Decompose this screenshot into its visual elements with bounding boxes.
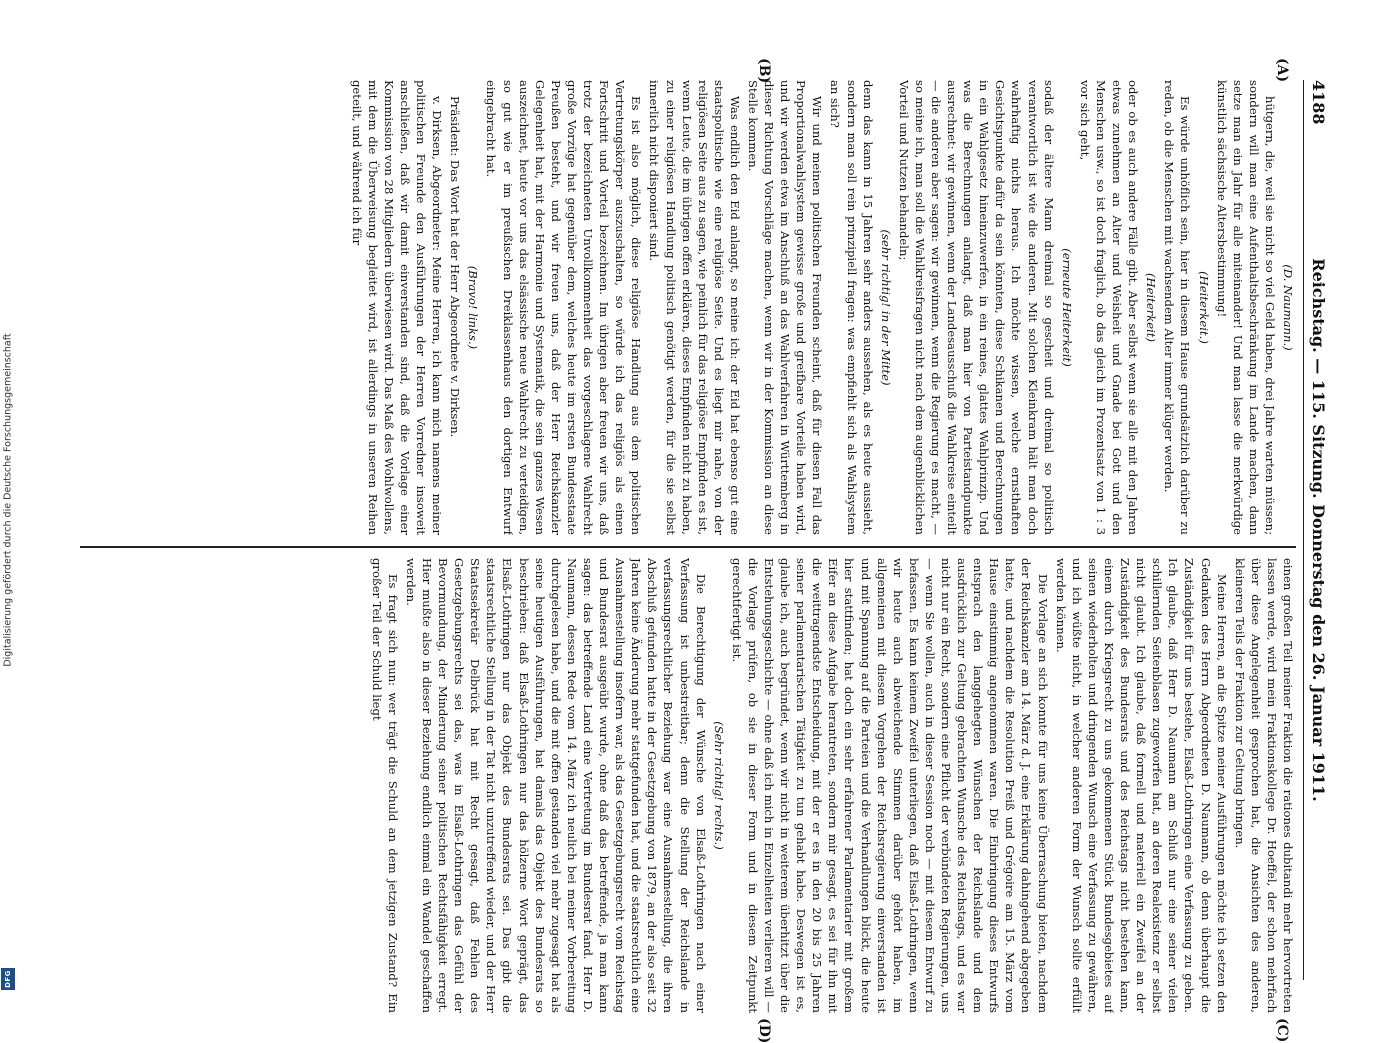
paragraph: Es würde unhöflich sein, hier in diesem Hause grundsätzlich darüber zu reden, ob die Menschen mit wachsendem Alter immer klüger werden. — [1162, 80, 1193, 535]
scanned-page — [70, 10, 1332, 1043]
paragraph: Die Vorlage an sich konnte für uns keine Überraschung bieten, nachdem der Reichskanzler am 14. März d. J. eine Erklärung dahingehend abgegeben hatte, und nachdem die Resolution Preiß und Grégoire am 15. März vom Hause einstimmig angenommen waren. Die Einbringung dieses Entwurfs entsprach den langgehegten Wünschen der Reichslande und dem ausdrücklich zur Geltung gebrachten Wunsche des Reichstags, und es war nicht nur ein Recht, sondern eine Pflicht der verbündeten Regierungen, uns — wenn Sie wollen, auch in dieser Session noch — mit diesem Entwurf zu befassen. Es kann keinem Zweifel unterliegen, daß Elsaß-Lothringen, wenn wir heute auch abweichende Stimmen darüber gehört haben, im allgemeinen mit diesem Vorgehen der Reichsregierung einverstanden ist und mit Spannung auf die Parteien und die Verhandlungen blickt, die heute hier stattfinden; hat doch ein sehr erfahrener Parlamentarier mit großem Eifer an diese Aufgabe herantreten, sondern mir gesagt, es sei für ihn mit die weittragendste Entscheidung, mit der er es in den 20 bis 25 Jahren seiner parlamentarischen Tätigkeit zu tun gehabt habe. Deswegen ist es, glaube ich, auch begründet, wenn wir nicht in weiterem überhitzt über die Entstehungsgeschichte — ohne daß ich mich in Einzelheiten verlieren will — die Vorlage prüfen, ob sie in dieser Form und in diesem Zeitpunkt gerechtfertigt ist. — [729, 558, 1050, 1013]
paragraph: oder ob es auch andere Fälle gibt. Aber selbst wenn sie alle mit den Jahren etwas zunehmen an Alter und Weisheit und Gnade bei Gott und den Menschen usw., so ist doch fraglich, ob das gleich im Prozentsatz von 1 : 3 vor sich geht, — [1077, 80, 1141, 535]
page-number: 4188 — [1309, 80, 1328, 125]
page-header — [1303, 80, 1330, 980]
paragraph: Meine Herren, an die Spitze meiner Ausführungen möchte ich setzen den Gedanken des Herrn Abgeordneten D. Naumann, ob denn überhaupt die Zuständigkeit für uns bestehe, Elsaß-Lothringen eine Verfassung zu geben. Ich glaube, daß Herr D. Naumann am Schluß nur eine seiner vielen schillernden Seitenblasen zugeworfen hat, an deren Realexistenz er selbst nicht glaubt. Ich glaube, daß formell und materiell ein Zweifel an der Zuständigkeit des Bundesrats und des Reichstags nicht bestehen kann, einem durch Kriegsrecht zu uns gekommenen Stück Bundesgebietes auf seinen wiederholten und dringenden Wunsch eine Verfassung zu gewähren, und ich wüßte nicht, in welcher anderen Form der Wunsch sollte erfüllt werden können. — [1053, 558, 1229, 1013]
paragraph: sodaß der ältere Mann dreimal so gescheit und dreimal so politisch verantwortlich ist wie die anderen. Mit solchen Kleinkram hält man doch wahrhaftig nichts heraus. Ich möchte wissen, welche ernsthaften Gesichtspunkte dafür da sein könnten, diese Schikanen und Berechnungen in ein Wahlgesetz hineinzuwerfen, in ein reines, glattes Wahlprinzip. Und was die Berechnungen anlangt, daß man hier von Parteistandpunkte ausrechnet: wir gewinnen, wenn der Landesausschuß die Wahlkreise einteilt — die anderen aber sagen: wir gewinnen, wenn die Regierung es macht, — so meine ich, man soll die Wahlkreisfragen nicht nach dem augenblicklichen Vorteil und Nutzen behandeln; — [896, 80, 1056, 535]
paragraph: denn das kann in 15 Jahren sehr anders aussehen, als es heute aussieht, sondern man soll rein prinzipiell fragen: was empfiehlt sich als Wahlsystem an sich? — [828, 80, 875, 535]
paragraph: Die Berechtigung der Wünsche von Elsaß-Lothringen nach einer Verfassung ist unbestreitbar; denn die Stellung der Reichslande in verfassungsrechtlicher Beziehung war eine Ausnahmestellung, die ihren Abschluß gefunden hatte in der Gesetzgebung von 1879, an der also seit 32 Jahren keine Änderung mehr stattgefunden hat, und die staatsrechtlich eine Ausnahmestellung insofern war, als das Gesetzgebungsrecht vom Reichstag und Bundesrat ausgeübt wurde, ohne daß das betreffende, ja man kann sagen: das betreffende Land eine Vertretung im Bundesrat fand. Herr D. Naumann, dessen Rede vom 14. März ich neulich bei meiner Vorbereitung durchgelesen habe, und die mit offen gestanden viel mehr zugesagt hat als seine heutigen Ausführungen, hat damals das Objekt des Bundesrats so beschrieben: daß Elsaß-Lothringen nur das hölzerne Wort geprägt, das Elsaß-Lothringen nur das Objekt des Bundesrats sei. Das gibt die staatsrechtliche Stellung in der Tat nicht unzutreffend wieder, und der Herr Staatssekretär Delbrück hat mit Recht gesagt, daß Fehlen des Gesetzgebungsrechts sei das, was in Elsaß-Lothringen das Gefühl der Bevormundung, der Minderung seiner politischen Rechtsfähigkeit erregt. Hier mußte also in dieser Beziehung endlich einmal ein Wandel geschaffen werden. — [403, 558, 708, 1013]
speaker-tag: (D. Naumann.) — [1281, 264, 1295, 351]
margin-marker-b: (B) — [756, 58, 772, 84]
paragraph: Wir und meinen politischen Freunden scheint, daß für diesen Fall das Proportionalwahlsystem gewisse große und greifbare Vorteile haben wird, und wir werden etwa im Anschluß an das Wahlverfahren in Württemberg in dieser Richtung Vorschläge machen, wenn wir in der Kommission an diese Stelle kommen. — [746, 80, 825, 535]
interjection: (Heiterkeit) — [1144, 272, 1159, 343]
paragraph: Was endlich den Eid anlangt, so meine ich: der Eid hat ebenso gut eine staatspolitische wie eine religiöse Seite. Und es liegt mir nahe, von der religiösen Seite aus zu sagen, wie peinlich für das religiöse Empfinden es ist, wenn Leute, die im übrigen offen erklären, dieses Empfinden nicht zu haben, zu einer religiösen Handlung politisch genötigt werden, für die sie selbst innerlich nicht disponiert sind. — [647, 80, 742, 535]
dfg-logo-text: DFG — [4, 970, 12, 988]
dfg-logo-icon — [1, 968, 15, 990]
margin-marker-a: (A) — [1274, 58, 1290, 83]
margin-marker-d: (D) — [756, 1018, 772, 1043]
paragraph: Es fragt sich nun: wer trägt die Schuld an dem jetzigen Zustand? Ein großer Teil der Schuld liegt — [369, 558, 400, 1013]
funding-credit: Digitalisierung gefördert durch die Deutsche Forschungsgemeinschaft — [2, 333, 14, 667]
right-column — [80, 558, 1296, 1013]
paragraph: v. Dirksen, Abgeordneter: Meine Herren, ich kann mich namens meiner politischen Freunde den Ausführungen der Herren Vorredner insoweit anschließen, daß wir damit einverstanden sind, daß die Vorlage einer Kommission von 28 Mitgliedern überwiesen wird. Das Maß des Wohlwollens, mit dem die Überweisung begleitet wird, ist allerdings in unseren Reihen geteilt, und während ich für — [349, 80, 445, 535]
interjection: (Sehr richtig! rechts.) — [711, 721, 726, 850]
sidebar — [0, 0, 16, 1000]
paragraph: einen großen Teil meiner Fraktion die rationes dubitandi mehr hervortreten lassen werde, wird mein Fraktionskollege Dr. Hoeffel, der schon mehrfach über diese Angelegenheit gesprochen hat, die Ansichten des anderen, kleineren Teils der Fraktion zur Geltung bringen. — [1232, 558, 1295, 1013]
paragraph: hütgern, die, weil sie nicht so viel Geld haben, drei Jahre warten müssen; sondern will man eine Aufenthaltsbeschränkung im Lande machen, dann setze man ein Jahr für alle miteinander! Und man lasse die merkwürdige künstlich sächsische Altersbestimmung! — [1214, 80, 1277, 535]
left-column — [80, 80, 1296, 535]
paragraph: Es ist also möglich, diese religiöse Handlung aus dem politischen Vertretungskörper auszuschalten, so würde ich das religiös als einen Fortschritt und Vorteil bezeichnen. Im übrigen aber freuen wir uns, daß trotz der bezeichneten Unvollkommenheit das vorgeschlagene Wahlrecht große Vorzüge hat gegenüber dem, welches heute im ersten Bundesstaate Preußen besteht, und wir freuen uns, daß der Herr Reichskanzler Gelegenheit hat, mit der Harmonie und Systematik, die sein ganzes Wesen auszeichnet, heute vor uns das elsässische neue Wahlrecht zu verteidigen, so gut wie er im preußischen Dreiklassenhaus den dortigen Entwurf eingebracht hat. — [484, 80, 644, 535]
column-divider — [80, 546, 1296, 548]
president-statement: Präsident: Das Wort hat der Herr Abgeordnete v. Dirksen. — [448, 96, 463, 438]
interjection: (Bravo! links.) — [466, 265, 481, 350]
margin-marker-c: (C) — [1274, 1018, 1290, 1043]
running-title: Reichstag. — 115. Sitzung. Donnerstag den 26. Januar 1911. — [1309, 258, 1328, 802]
interjection: (Heiterkeit.) — [1196, 271, 1211, 344]
interjection: (sehr richtig! in der Mitte) — [878, 229, 893, 386]
interjection: (erneute Heiterkeit) — [1059, 248, 1074, 367]
